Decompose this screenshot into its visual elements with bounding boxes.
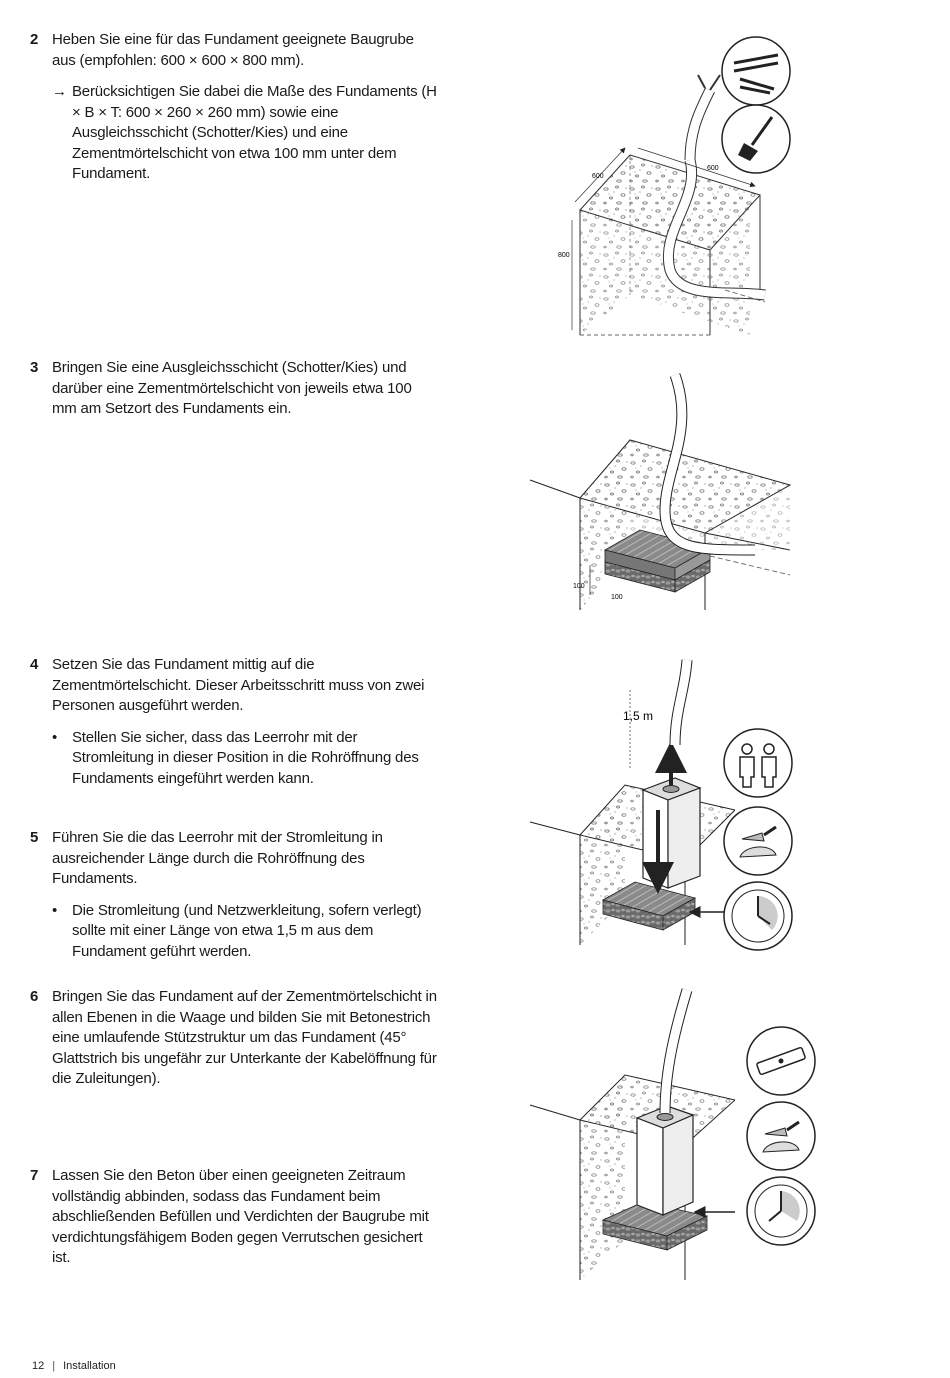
step-note: [52, 901, 440, 963]
step-4: [30, 655, 440, 789]
step-7: [30, 1166, 440, 1269]
spirit-level-icon: [745, 1025, 817, 1097]
two-persons-icon: [722, 727, 794, 799]
step-2: [30, 30, 440, 185]
step-number: 4: [30, 656, 39, 673]
step-number: 7: [30, 1167, 39, 1184]
figure-set-foundation: [525, 650, 735, 950]
step-5: [30, 828, 440, 962]
arrow-marker: →: [52, 83, 67, 100]
page-number: 12: [32, 1360, 45, 1372]
shovel-icon: [720, 103, 792, 175]
page-footer: [32, 1360, 116, 1372]
footer-separator: |: [52, 1360, 56, 1372]
figure-gravel-mortar-layers: [525, 370, 795, 615]
bullet-marker: •: [52, 728, 58, 746]
step-note-text: Berücksichtigen Sie dabei die Maße des Fundaments (H × B × T: 600 × 260 × 260 mm) sowie eine Ausgleichsschicht (Schotter/Kies) und eine Zementmörtelschicht von etwa 100 mm unter dem Fundament.: [72, 83, 437, 182]
step-number: 2: [30, 31, 39, 48]
trowel-mortar-icon: [745, 1100, 817, 1172]
clock-icon: [745, 1175, 817, 1247]
step-text: Lassen Sie den Beton über einen geeigneten Zeitraum vollständig abbinden, sodass das Fundament beim abschließenden Befüllen und Verdichten der Baugrube mit verdichtungsfähigem Boden gegen Verrutschen gesichert ist.: [52, 1167, 429, 1266]
step-text: Bringen Sie das Fundament auf der Zementmörtelschicht in allen Ebenen in die Waage und bilden Sie mit Betonestrich eine umlaufende Stützstruktur um das Fundament (45° Glattstrich bis ungefähr zur Unterkante der Kabelöffnung für die Zuleitungen).: [52, 988, 437, 1087]
step-text: Heben Sie eine für das Fundament geeignete Baugrube aus (empfohlen: 600 × 600 × 800 mm).: [52, 31, 414, 69]
section-name: Installation: [63, 1360, 116, 1372]
step-number: 3: [30, 359, 39, 376]
step-text: Bringen Sie eine Ausgleichsschicht (Schotter/Kies) und darüber eine Zementmörtelschicht von jeweils etwa 100 mm am Setzort des Fundaments ein.: [52, 359, 412, 417]
step-3: [30, 358, 440, 420]
dimension-layer-mortar: 100: [611, 594, 623, 601]
figure-concrete-support: [525, 980, 735, 1290]
step-note-text: Stellen Sie sicher, dass das Leerrohr mit der Stromleitung in dieser Position in die Rohröffnung des Fundaments eingeführt werden kann.: [72, 728, 419, 787]
dimension-cable-length: 1,5 m: [623, 709, 654, 723]
clock-icon: [722, 880, 794, 952]
dimension-height-label: 800: [558, 252, 570, 259]
step-text: Setzen Sie das Fundament mittig auf die Zementmörtelschicht. Dieser Arbeitsschritt muss von zwei Personen ausgeführt werden.: [52, 656, 425, 714]
step-number: 5: [30, 829, 39, 846]
dimension-layer-gravel: 100: [573, 583, 585, 590]
step-note: [52, 82, 440, 185]
folding-ruler-icon: [720, 35, 792, 107]
step-note: [52, 728, 440, 790]
dimension-width-label: 600: [592, 173, 604, 180]
step-number: 6: [30, 988, 39, 1005]
step-note-text: Die Stromleitung (und Netzwerkleitung, sofern verlegt) sollte mit einer Länge von etwa 1,5 m aus dem Fundament geführt werden.: [72, 901, 422, 960]
step-text: Führen Sie die das Leerrohr mit der Stromleitung in ausreichender Länge durch die Rohröffnung des Fundaments.: [52, 829, 383, 887]
bullet-marker: •: [52, 901, 58, 919]
step-6: [30, 987, 440, 1090]
dimension-depth-label: 600: [707, 165, 719, 172]
trowel-mortar-icon: [722, 805, 794, 877]
